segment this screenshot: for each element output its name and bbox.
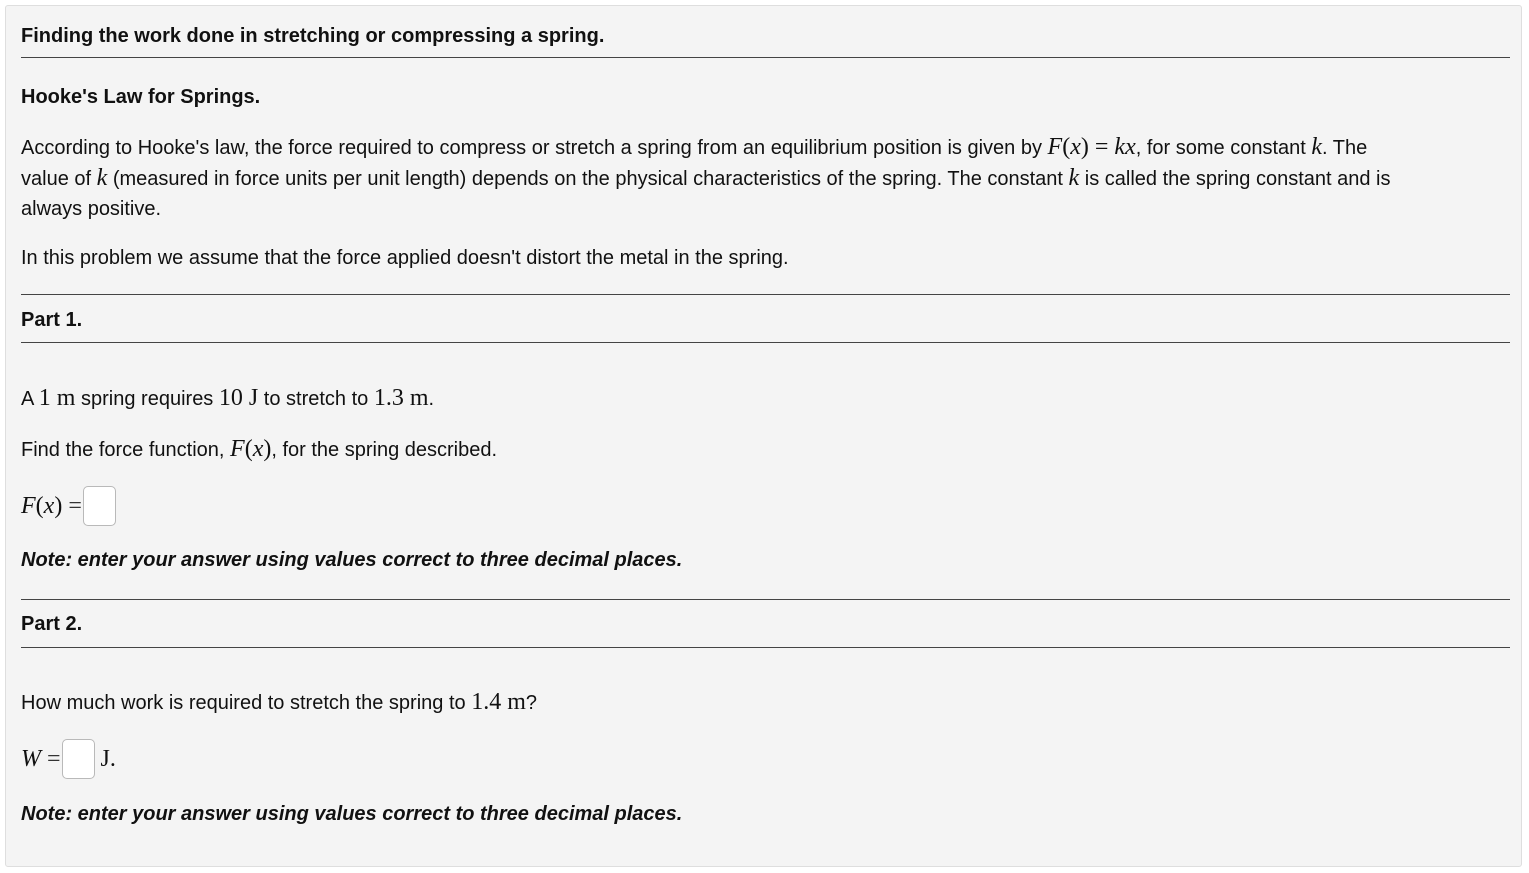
intro-paragraph — [21, 132, 1491, 224]
math-F: F — [230, 436, 245, 462]
assumption-text: In this problem we assume that the force applied doesn't distort the metal in the spring. — [21, 247, 789, 269]
math-paren: ( — [1062, 134, 1071, 160]
math-unit: m — [403, 385, 429, 411]
part2-label: Part 2. — [21, 613, 83, 635]
math-equals: = — [1088, 134, 1115, 160]
text: (measured in force units per unit length) depends on the physical characteristics of the spring. The constant — [107, 168, 1069, 190]
intro-line-2 — [21, 163, 1491, 194]
divider — [21, 599, 1510, 600]
math-paren: ( — [244, 436, 253, 462]
part2-question — [21, 687, 537, 718]
section-heading: Hooke's Law for Springs. — [21, 86, 261, 108]
math-unit: J — [100, 745, 110, 772]
page-title: Finding the work done in stretching or compressing a spring. — [21, 25, 605, 47]
problem-panel — [5, 5, 1522, 867]
math-number: 10 — [218, 385, 243, 411]
math-k: k — [96, 165, 108, 191]
text: . The — [1322, 137, 1368, 159]
text: A — [21, 388, 39, 410]
text: ? — [525, 692, 537, 714]
work-input[interactable] — [62, 739, 95, 779]
part2-answer-row — [21, 737, 116, 781]
text: How much work is required to stretch the spring to — [21, 692, 472, 714]
math-number: 1.4 — [471, 689, 502, 715]
math-k: k — [1311, 134, 1323, 160]
text: . — [428, 388, 435, 410]
text: , for some constant — [1135, 137, 1312, 159]
text: is called the spring constant and is — [1079, 168, 1391, 190]
text: spring requires — [75, 388, 219, 410]
text: value of — [21, 168, 97, 190]
part1-label: Part 1. — [21, 309, 83, 331]
divider — [21, 342, 1510, 343]
part2-note: Note: enter your answer using values correct to three decimal places. — [21, 803, 683, 825]
text: , for the spring described. — [271, 439, 498, 461]
text: to stretch to — [258, 388, 374, 410]
math-k: k — [1114, 134, 1126, 160]
math-paren: ) — [263, 436, 272, 462]
math-number: 1.3 — [373, 385, 404, 411]
math-W: W — [21, 745, 41, 772]
math-x: x — [1070, 134, 1081, 160]
math-x: x — [43, 492, 55, 519]
math-paren: ( — [35, 492, 44, 519]
math-unit: m — [50, 385, 76, 411]
math-unit: m — [501, 689, 526, 715]
text: Find the force function, — [21, 439, 231, 461]
divider — [21, 647, 1510, 648]
math-x: x — [1125, 134, 1136, 160]
math-k: k — [1068, 165, 1080, 191]
math-x: x — [252, 436, 264, 462]
divider — [21, 294, 1510, 295]
part1-note: Note: enter your answer using values correct to three decimal places. — [21, 549, 683, 571]
text: According to Hooke's law, the force required to compress or stretch a spring from an equilibrium position is given by — [21, 137, 1048, 159]
math-equals: = — [68, 492, 82, 519]
force-function-input[interactable] — [83, 486, 116, 526]
math-unit: J — [242, 385, 259, 411]
math-F: F — [1047, 134, 1063, 160]
math-paren: ) — [54, 492, 63, 519]
math-period: . — [109, 745, 116, 772]
part1-statement — [21, 383, 434, 414]
part1-answer-row — [21, 484, 116, 528]
intro-line-1 — [21, 132, 1491, 163]
intro-line-3: always positive. — [21, 198, 162, 220]
math-F: F — [21, 492, 36, 519]
math-equals: = — [47, 745, 61, 772]
divider — [21, 57, 1510, 58]
math-paren: ) — [1080, 134, 1089, 160]
math-number: 1 — [38, 385, 51, 411]
part1-question — [21, 434, 497, 465]
